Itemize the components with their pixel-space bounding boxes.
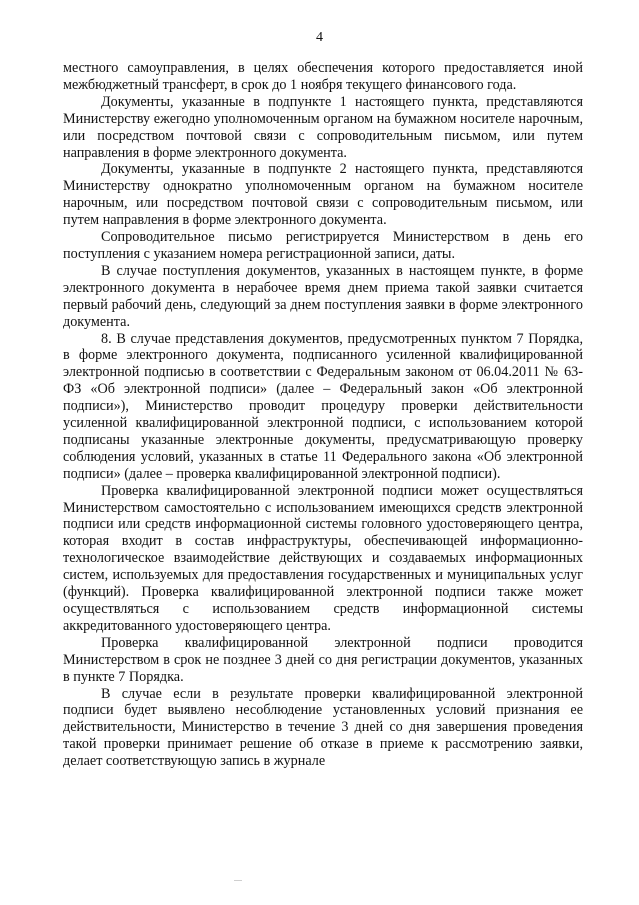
- paragraph-signature-check-means: Проверка квалифицированной электронной подписи может осуществляться Министерством самостоятельно с использованием имеющихся средств электронной подписи или средств информационной системы головного удостоверяющего центра, которая входит в состав инфраструктуры, обеспечивающей информационно-технологическое взаимодействие действующих и создаваемых информационных систем, используемых для предоставления государственных и муниципальных услуг (функций). Проверка квалифицированной электронной подписи также может осуществляться с использованием средств информационной системы аккредитованного удостоверяющего центра.: [63, 482, 583, 634]
- paragraph-check-failure: В случае если в результате проверки квалифицированной электронной подписи будет выявлено несоблюдение установленных условий признания ее действительности, Министерство в течение 3 дней со дня завершения проведения такой проверки принимает решение об отказе в приеме к рассмотрению заявки, делает соответствующую запись в журнале: [63, 685, 583, 770]
- paragraph-subitem-2-documents: Документы, указанные в подпункте 2 настоящего пункта, представляются Министерству однократно уполномоченным органом на бумажном носителе нарочным, или посредством почтовой связи с сопроводительным письмом, или путем направления в форме электронного документа.: [63, 161, 583, 229]
- page-number: 4: [316, 30, 323, 45]
- paragraph-subitem-1-documents: Документы, указанные в подпункте 1 настоящего пункта, представляются Министерству ежегодно уполномоченным органом на бумажном носителе нарочным, или посредством почтовой связи с сопроводительным письмом, или путем направления в форме электронного документа.: [63, 93, 583, 161]
- scan-mark: [234, 880, 242, 881]
- paragraph-continuation: местного самоуправления, в целях обеспечения которого предоставляется иной межбюджетный трансферт, в срок до 1 ноября текущего финансового года.: [63, 60, 583, 93]
- document-body: [63, 60, 583, 770]
- paragraph-signature-check-deadline: Проверка квалифицированной электронной подписи проводится Министерством в срок не позднее 3 дней со дня регистрации документов, указанных в пункте 7 Порядка.: [63, 634, 583, 685]
- paragraph-nonworking-time: В случае поступления документов, указанных в настоящем пункте, в форме электронного документа в нерабочее время днем приема такой заявки считается первый рабочий день, следующий за днем поступления заявки в форме электронного документа.: [63, 262, 583, 330]
- paragraph-cover-letter: Сопроводительное письмо регистрируется Министерством в день его поступления с указанием номера регистрационной записи, даты.: [63, 229, 583, 262]
- paragraph-item-8: 8. В случае представления документов, предусмотренных пунктом 7 Порядка, в форме электронного документа, подписанного усиленной квалифицированной электронной подписью в соответствии с Федеральным законом от 06.04.2011 № 63-ФЗ «Об электронной подписи» (далее – Федеральный закон «Об электронной подписи»), Министерство проводит процедуру проверки действительности усиленной квалифицированной электронной подписи, с использованием которой подписаны указанные электронные документы, предусматривающую проверку соблюдения условий, указанных в статье 11 Федерального закона «Об электронной подписи» (далее – проверка квалифицированной электронной подписи).: [63, 330, 583, 482]
